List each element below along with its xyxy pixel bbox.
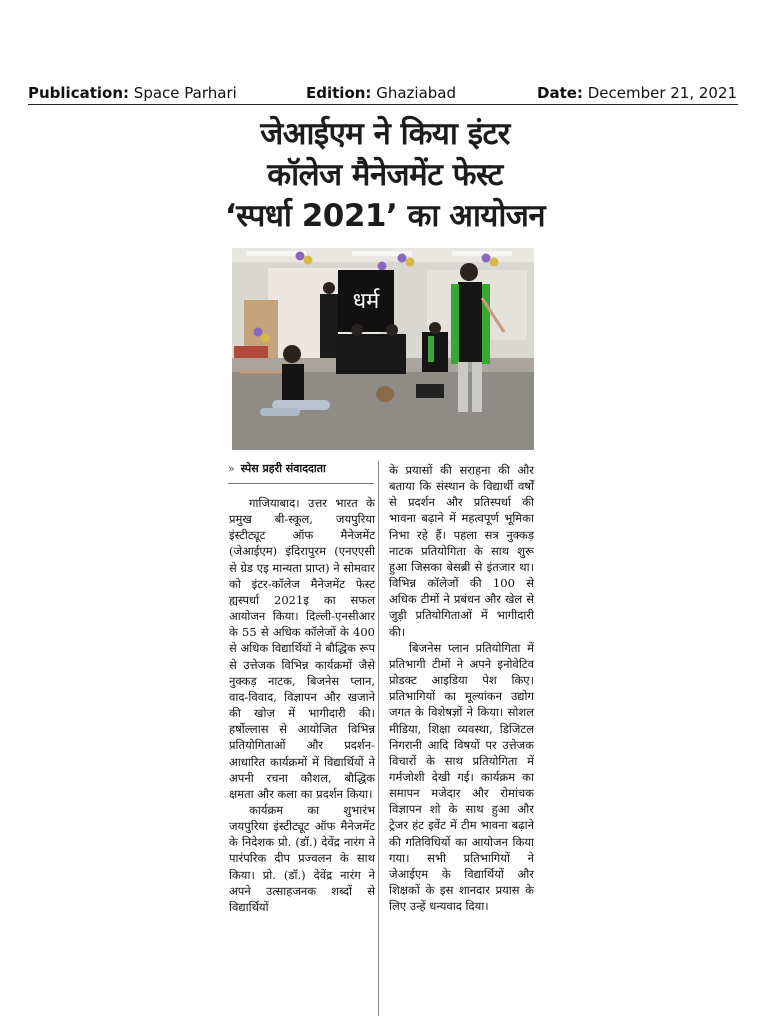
article-paragraph: बिजनेस प्लान प्रतियोगिता में प्रतिभागी टीमों ने अपने इनोवेटिव प्रोडक्ट आइडिया पेश किए। प्रतिभागियों का मूल्यांकन उद्योग जगत के विशेषज्ञों ने किया। सोशल मीडिया, शिक्षा व्यवस्था, डिजिटल निगरानी आदि विषयों पर उत्तेजक विचारों के साथ प्रतियोगिता में गर्मजोशी देखी गई। कार्यक्रम का समापन मजेदार और रोमांचक विज्ञापन शो के साथ हुआ और ट्रेजर हंट इवेंट में टीम भावना बढ़ाने की गतिविधियों का आयोजन किया गया। सभी प्रतिभागियों ने जेआईएम के विद्यार्थियों और शिक्षकों के इस शानदार प्रयास के लिए उन्हें धन्यवाद दिया। — [389, 640, 534, 914]
publication-header — [28, 84, 738, 105]
byline-divider — [228, 483, 374, 484]
date-info — [537, 84, 737, 102]
publication-value: Space Parhari — [133, 84, 237, 102]
article-paragraph: के प्रयासों की सराहना की और बताया कि संस्थान के विद्यार्थी वर्षों से प्रदर्शन और प्रतिस्पर्धा की भावना बढ़ाने में महत्वपूर्ण भूमिका निभा रहे हैं। पहला सत्र नुक्कड़ नाटक प्रतियोगिता के साथ शुरू हुआ जिसका बेसब्री से इंतजार था। विभिन्न कॉलेजों की 100 से अधिक टीमों ने प्रबंधन और खेल से जुड़ी प्रतियोगिताओं में भागीदारी की। — [389, 463, 534, 639]
sign-text: धर्म — [352, 289, 380, 314]
edition-info — [306, 84, 456, 102]
article-headline — [200, 114, 570, 237]
byline-chevron: » — [228, 462, 235, 475]
article-column-1 — [229, 495, 375, 915]
byline — [228, 461, 374, 476]
article-paragraph: कार्यक्रम का शुभारंभ जयपुरिया इंस्टीट्यूट ऑफ मैनेजमेंट के निदेशक प्रो. (डॉ.) देवेंद्र नारंग ने पारंपरिक दीप प्रज्वलन के साथ किया। प्रो. (डॉ.) देवेंद्र नारंग ने अपने उत्साहजनक शब्दों से विद्यार्थियों — [229, 802, 375, 914]
headline-line-2: कॉलेज मैनेजमेंट फेस्ट — [267, 157, 503, 193]
event-photo — [232, 248, 534, 450]
headline-line-1: जेआईएम ने किया इंटर — [260, 116, 510, 152]
headline-line-3: ‘स्पर्धा 2021’ का आयोजन — [224, 198, 546, 234]
byline-text: स्पेस प्रहरी संवाददाता — [240, 462, 326, 475]
date-label: Date: — [537, 84, 583, 102]
article-column-2 — [389, 462, 534, 914]
column-divider — [378, 461, 379, 1016]
edition-value: Ghaziabad — [376, 84, 456, 102]
date-value: December 21, 2021 — [587, 84, 738, 102]
article-paragraph: गाजियाबाद। उत्तर भारत के प्रमुख बी-स्कूल, जयपुरिया इंस्टीट्यूट ऑफ मैनेजमेंट (जेआईएम) इंदिरापुरम (एनएएसी से ग्रेड एइ मान्यता प्राप्त) ने सोमवार को इंटर-कॉलेज मैनेजमेंट फेस्ट ह्यस्पर्धा 2021इ का सफल आयोजन किया। दिल्ली-एनसीआर के 55 से अधिक कॉलेजों के 400 से अधिक विद्यार्थियों ने बौद्धिक रूप से उत्तेजक विभिन्न कार्यक्रमों जैसे नुक्कड़ नाटक, बिजनेस प्लान, वाद-विवाद, विज्ञापन और खजाने की खोज में भागीदारी की। हर्षोल्लास से आयोजित विभिन्न प्रतियोगिताओं और प्रदर्शन-आधारित कार्यक्रमों में विद्यार्थियों ने अपनी रचना कौशल, बौद्धिक क्षमता और कला का प्रदर्शन किया। — [229, 496, 375, 801]
publication-info — [28, 84, 237, 102]
event-photo-illustration — [232, 248, 534, 450]
edition-label: Edition: — [306, 84, 372, 102]
publication-label: Publication: — [28, 84, 130, 102]
